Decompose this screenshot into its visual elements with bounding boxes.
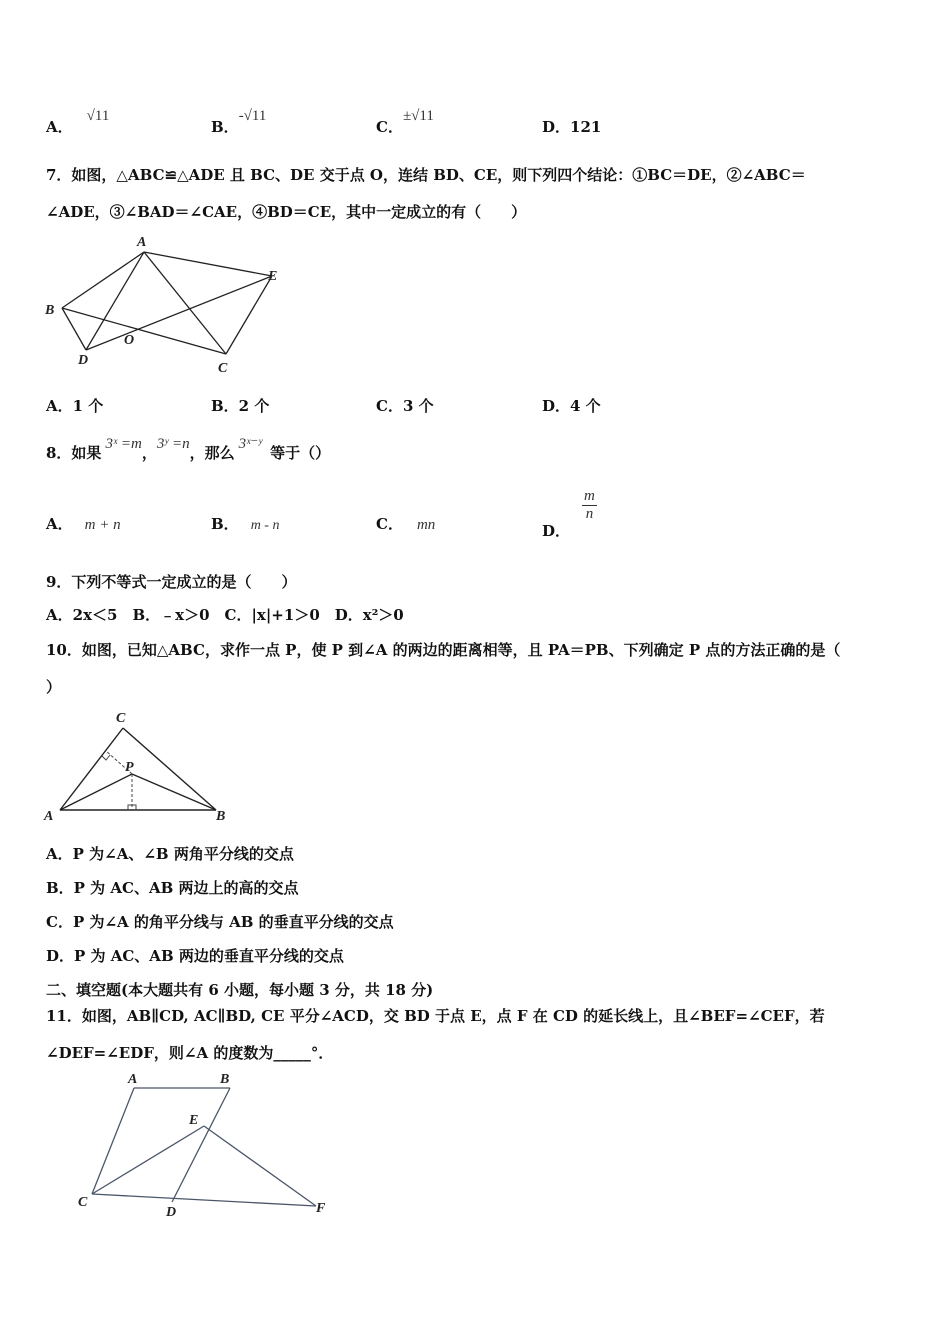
q8-expr3: 3ˣ⁻ʸ [238,436,263,452]
q8-expr2: 3ʸ =n [156,436,190,452]
q8-option-a-label: A． [46,515,73,533]
q8-prefix: 8．如果 [46,444,102,462]
q11-label-e: E [189,1113,199,1128]
q7-label-c: C [218,361,228,376]
q10-option-a: A．P 为∠A、∠B 两角平分线的交点 [46,845,294,863]
q9-stem: 9．下列不等式一定成立的是（ ） [46,573,297,591]
q7-option-d: D．4 个 [542,397,601,415]
q8-option-c-label: C． [376,515,403,533]
q7-label-b: B [45,303,55,318]
q8-option-d-numerator: m [584,488,595,504]
q6-option-b [211,108,267,137]
q11-label-d: D [166,1205,177,1220]
q10-option-b: B．P 为 AC、AB 两边上的高的交点 [46,879,299,897]
q6-option-a-value: √11 [86,108,110,124]
q6-option-d-label: D． [542,118,571,136]
q8-suffix: 等于（） [270,444,331,462]
q7-figure [40,228,290,380]
q11-label-b: B [220,1072,230,1087]
q7-label-a: A [137,235,147,250]
q8-option-a [46,513,121,534]
q11-label-f: F [316,1201,326,1216]
q7-label-d: D [78,353,89,368]
q6-option-a-label: A． [46,118,73,136]
q10-label-b: B [216,809,226,824]
q6-option-a [46,108,110,137]
q6-option-c-value: ±√11 [402,108,434,124]
q10-figure [40,704,240,826]
q8-expr1: 3ˣ =m [105,436,142,452]
q10-label-a: A [44,809,54,824]
q8-option-c-value: mn [416,517,436,533]
q11-figure [70,1070,340,1220]
section-title: 二、填空题(本大题共有 6 小题，每小题 3 分，共 18 分) [46,981,434,999]
q8-stem [46,436,331,463]
q11-stem-line1: 11．如图，AB∥CD, AC∥BD, CE 平分∠ACD，交 BD 于点 E，点 F 在 CD 的延长线上，且∠BEF=∠CEF，若 [46,1007,825,1025]
q7-label-e: E [268,269,278,284]
q7-option-a: A．1 个 [46,397,104,415]
q6-option-b-label: B． [211,118,239,136]
q11-label-a: A [128,1072,138,1087]
q10-label-c: C [116,711,126,726]
q8-option-d-label: D． [542,521,571,540]
q11-label-c: C [78,1195,88,1210]
q6-option-b-value: -√11 [238,108,267,124]
q6-option-c-label: C． [376,118,403,136]
q9-options: A．2x＜5 B．﹣x＞0 C．|x|+1＞0 D．x²＞0 [46,606,404,624]
q6-option-d-value: 121 [570,118,602,136]
q8-option-c [376,513,435,534]
q10-label-p: P [125,760,134,775]
q6-option-c [376,108,434,137]
q8-option-d [542,488,597,540]
q10-option-d: D．P 为 AC、AB 两边的垂直平分线的交点 [46,947,344,965]
q10-option-c: C．P 为∠A 的角平分线与 AB 的垂直平分线的交点 [46,913,394,931]
q10-stem-line2: ） [46,678,62,696]
q7-stem-line1: 7．如图，△ABC≌△ADE 且 BC、DE 交于点 O，连结 BD、CE，则下列四个结论：①BC＝DE，②∠ABC＝ [46,166,806,184]
q10-stem-line1: 10．如图，已知△ABC，求作一点 P，使 P 到∠A 的两边的距离相等，且 PA＝PB、下列确定 P 点的方法正确的是（ [46,641,841,659]
q7-label-o: O [124,333,135,348]
q8-comma: ， [141,444,157,462]
q8-option-b-value: m - n [250,518,280,533]
q11-stem-line2: ∠DEF=∠EDF，则∠A 的度数为_____°． [46,1044,334,1062]
q8-option-d-denominator: n [585,506,594,522]
q6-option-d [542,116,601,137]
q8-option-b-label: B． [211,515,239,533]
q7-option-b: B．2 个 [211,397,270,415]
q8-option-b [211,513,279,534]
q8-option-d-fraction [582,488,597,523]
q7-stem-line2: ∠ADE，③∠BAD＝∠CAE，④BD＝CE，其中一定成立的有（ ） [46,203,527,221]
q7-option-c: C．3 个 [376,397,434,415]
q8-mid: ，那么 [189,444,235,462]
q8-option-a-value: m + n [84,517,121,533]
